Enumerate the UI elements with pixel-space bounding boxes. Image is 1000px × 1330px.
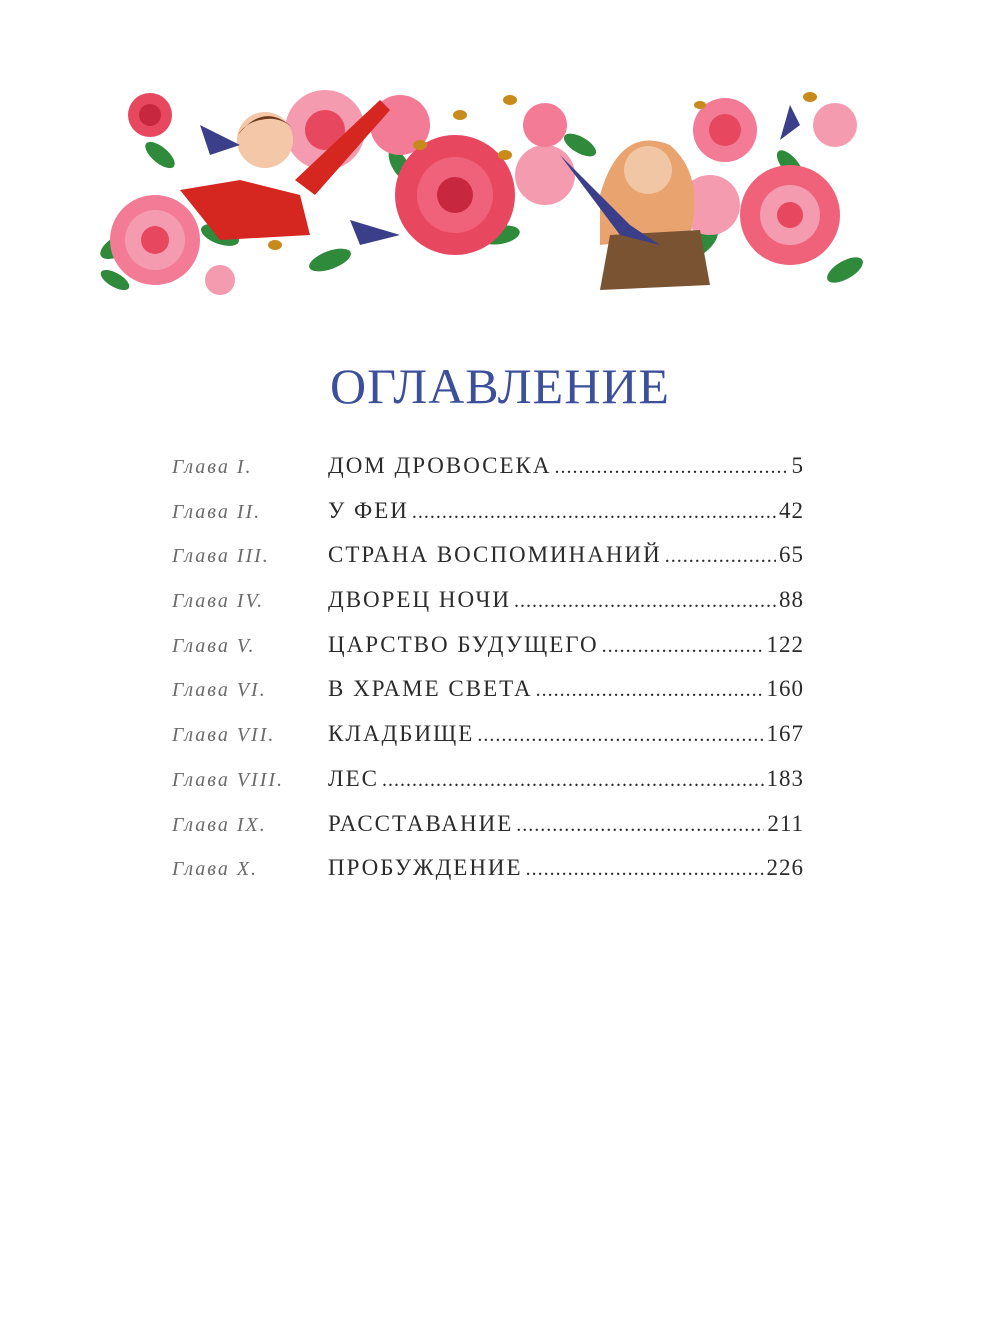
chapter-title: ДВОРЕЦ НОЧИ bbox=[328, 587, 512, 613]
toc-entry[interactable] bbox=[172, 493, 804, 538]
chapter-number: Глава I. bbox=[172, 456, 253, 478]
toc-entry[interactable] bbox=[172, 806, 804, 851]
toc-entry[interactable] bbox=[172, 448, 804, 493]
dot-leader bbox=[536, 672, 764, 708]
chapter-title: СТРАНА ВОСПОМИНАНИЙ bbox=[328, 542, 662, 568]
chapter-title: ЦАРСТВО БУДУЩЕГО bbox=[328, 631, 599, 657]
chapter-number: Глава VIII. bbox=[172, 768, 285, 791]
dot-leader bbox=[477, 717, 763, 753]
dot-leader bbox=[514, 583, 776, 619]
toc-entry[interactable] bbox=[172, 850, 804, 895]
chapter-entry bbox=[328, 448, 804, 485]
page-number: 42 bbox=[779, 497, 804, 523]
page-number: 88 bbox=[779, 587, 804, 613]
dot-leader bbox=[665, 538, 776, 574]
toc-entry[interactable] bbox=[172, 761, 804, 806]
chapter-number: Глава VI. bbox=[172, 679, 267, 702]
page-number: 167 bbox=[766, 721, 804, 747]
table-of-contents bbox=[172, 448, 804, 895]
page-number: 160 bbox=[766, 676, 804, 702]
header-illustration bbox=[100, 85, 865, 295]
chapter-title: ЛЕС bbox=[328, 765, 379, 791]
page-number: 5 bbox=[791, 453, 804, 478]
toc-entry[interactable] bbox=[172, 716, 804, 761]
chapter-number: Глава IV. bbox=[172, 590, 265, 613]
chapter-entry bbox=[328, 806, 804, 843]
toc-entry[interactable] bbox=[172, 627, 804, 672]
toc-entry[interactable] bbox=[172, 537, 804, 582]
chapter-entry bbox=[328, 627, 804, 664]
chapter-title: ДОМ ДРОВОСЕКА bbox=[328, 453, 552, 478]
page-number: 65 bbox=[779, 542, 804, 568]
dot-leader bbox=[554, 449, 788, 485]
chapter-title: РАССТАВАНИЕ bbox=[328, 810, 514, 836]
dot-leader bbox=[602, 628, 764, 664]
chapter-entry bbox=[328, 716, 804, 753]
chapter-number: Глава X. bbox=[172, 858, 259, 881]
chapter-entry bbox=[328, 582, 804, 619]
chapter-number: Глава III. bbox=[172, 545, 270, 568]
page-number: 183 bbox=[766, 765, 804, 791]
chapter-number: Глава II. bbox=[172, 500, 262, 523]
chapter-number: Глава VII. bbox=[172, 724, 276, 747]
chapter-entry bbox=[328, 493, 804, 530]
chapter-entry bbox=[328, 537, 804, 574]
page-number: 211 bbox=[767, 810, 804, 836]
page-number: 122 bbox=[766, 631, 804, 657]
toc-entry[interactable] bbox=[172, 671, 804, 716]
page-number: 226 bbox=[766, 855, 804, 881]
chapter-title: КЛАДБИЩЕ bbox=[328, 721, 475, 747]
dot-leader bbox=[382, 762, 764, 798]
chapter-number: Глава IX. bbox=[172, 813, 267, 836]
chapter-entry bbox=[328, 761, 804, 798]
page-title: ОГЛАВЛЕНИЕ bbox=[330, 358, 670, 414]
chapter-title: В ХРАМЕ СВЕТА bbox=[328, 676, 533, 702]
dot-leader bbox=[526, 851, 764, 887]
dot-leader bbox=[412, 494, 776, 530]
chapter-number: Глава V. bbox=[172, 634, 256, 657]
chapter-title: У ФЕИ bbox=[328, 497, 409, 523]
chapter-title: ПРОБУЖДЕНИЕ bbox=[328, 855, 523, 881]
roses-and-children-illustration bbox=[100, 85, 865, 295]
toc-entry[interactable] bbox=[172, 582, 804, 627]
dot-leader bbox=[516, 807, 764, 843]
chapter-entry bbox=[328, 850, 804, 887]
chapter-entry bbox=[328, 671, 804, 708]
